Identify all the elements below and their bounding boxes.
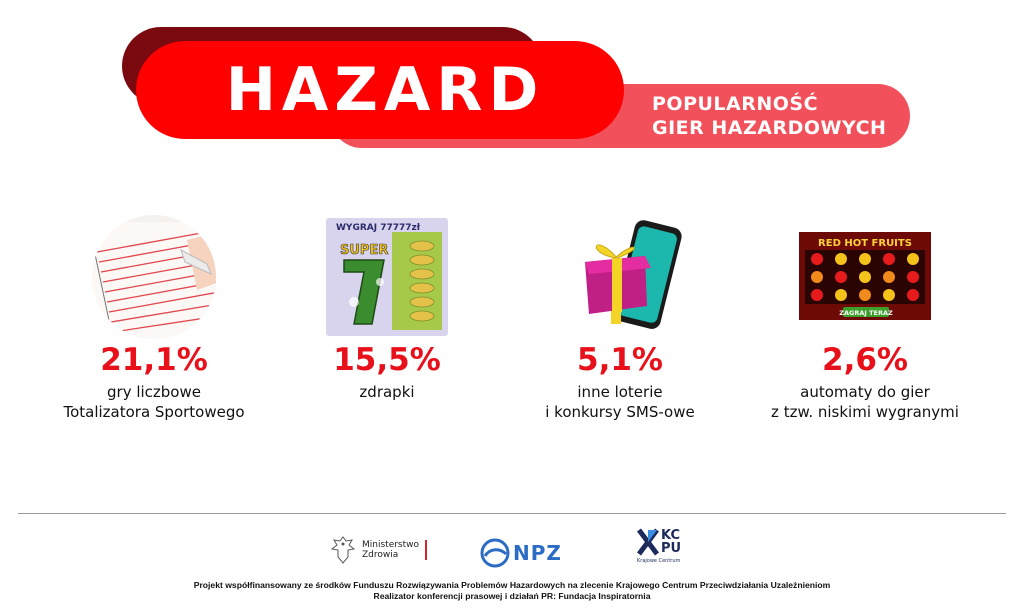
stat-label-line-1: automaty do gier xyxy=(800,383,930,401)
stat-value: 15,5% xyxy=(333,342,441,378)
eagle-icon xyxy=(330,535,356,565)
kcpu-subtitle: Krajowe Centrum xyxy=(637,558,681,564)
kcpu-letters xyxy=(661,529,681,555)
stat-value: 5,1% xyxy=(577,342,663,378)
page-title: HAZARD xyxy=(225,55,545,125)
stat-scratch-cards xyxy=(277,212,497,402)
subtitle-line-1: POPULARNOŚĆ xyxy=(652,93,819,115)
stat-label xyxy=(277,382,497,402)
kcpu-logo xyxy=(637,528,682,564)
stat-value: 2,6% xyxy=(822,342,908,378)
slot-play-button: ZAGRAJ TERAZ xyxy=(839,309,893,317)
npz-logo xyxy=(480,538,562,568)
footer-note-line-1: Projekt współfinansowany ze środków Funduszu Rozwiązywania Problemów Hazardowych na zlecenie Krajowego Centrum Przeciwdziałania Uzależnieniom xyxy=(193,580,831,590)
stat-slot-machines xyxy=(755,212,975,422)
npz-text: NPZ xyxy=(513,541,562,565)
ministry-line-1: Ministerstwo xyxy=(362,540,420,550)
npz-circle-icon xyxy=(480,538,510,568)
stat-label xyxy=(510,382,730,422)
stat-label-line-2: i konkursy SMS-owe xyxy=(545,403,695,421)
title-banner xyxy=(136,41,624,139)
kcpu-line-1: KC xyxy=(661,528,681,543)
stat-other-lotteries xyxy=(510,212,730,422)
ministry-line-2: Zdrowia xyxy=(362,550,399,560)
stat-label xyxy=(755,382,975,422)
gift-phone-icon xyxy=(555,212,685,342)
stat-label-line-2: z tzw. niskimi wygranymi xyxy=(771,403,959,421)
scratch-card-super: SUPER xyxy=(340,243,389,258)
stat-label-line-1: gry liczbowe xyxy=(107,383,201,401)
footer-note xyxy=(0,580,1024,602)
stat-label-line-1: zdrapki xyxy=(359,383,415,401)
ministry-of-health-logo xyxy=(330,535,427,565)
ministry-text xyxy=(362,540,427,560)
stat-lottery xyxy=(44,212,264,422)
stat-label-line-1: inne loterie xyxy=(577,383,663,401)
footer-note-line-2: Realizator konferencji prasowej i działań PR: Fundacja Inspiratornia xyxy=(373,591,651,601)
stat-label xyxy=(44,382,264,422)
page-subtitle xyxy=(652,92,886,140)
kcpu-x-icon xyxy=(637,528,659,556)
kcpu-line-2: PU xyxy=(661,541,682,556)
lottery-ticket-icon xyxy=(89,212,219,342)
subtitle-line-2: GIER HAZARDOWYCH xyxy=(652,117,887,139)
footer-divider xyxy=(18,513,1006,514)
stat-value: 21,1% xyxy=(100,342,208,378)
slot-title: RED HOT FRUITS xyxy=(818,238,912,249)
scratch-card-icon xyxy=(322,212,452,342)
stat-label-line-2: Totalizatora Sportowego xyxy=(63,403,245,421)
scratch-card-text: WYGRAJ 77777zł xyxy=(336,223,421,233)
slot-machine-icon xyxy=(799,212,931,342)
